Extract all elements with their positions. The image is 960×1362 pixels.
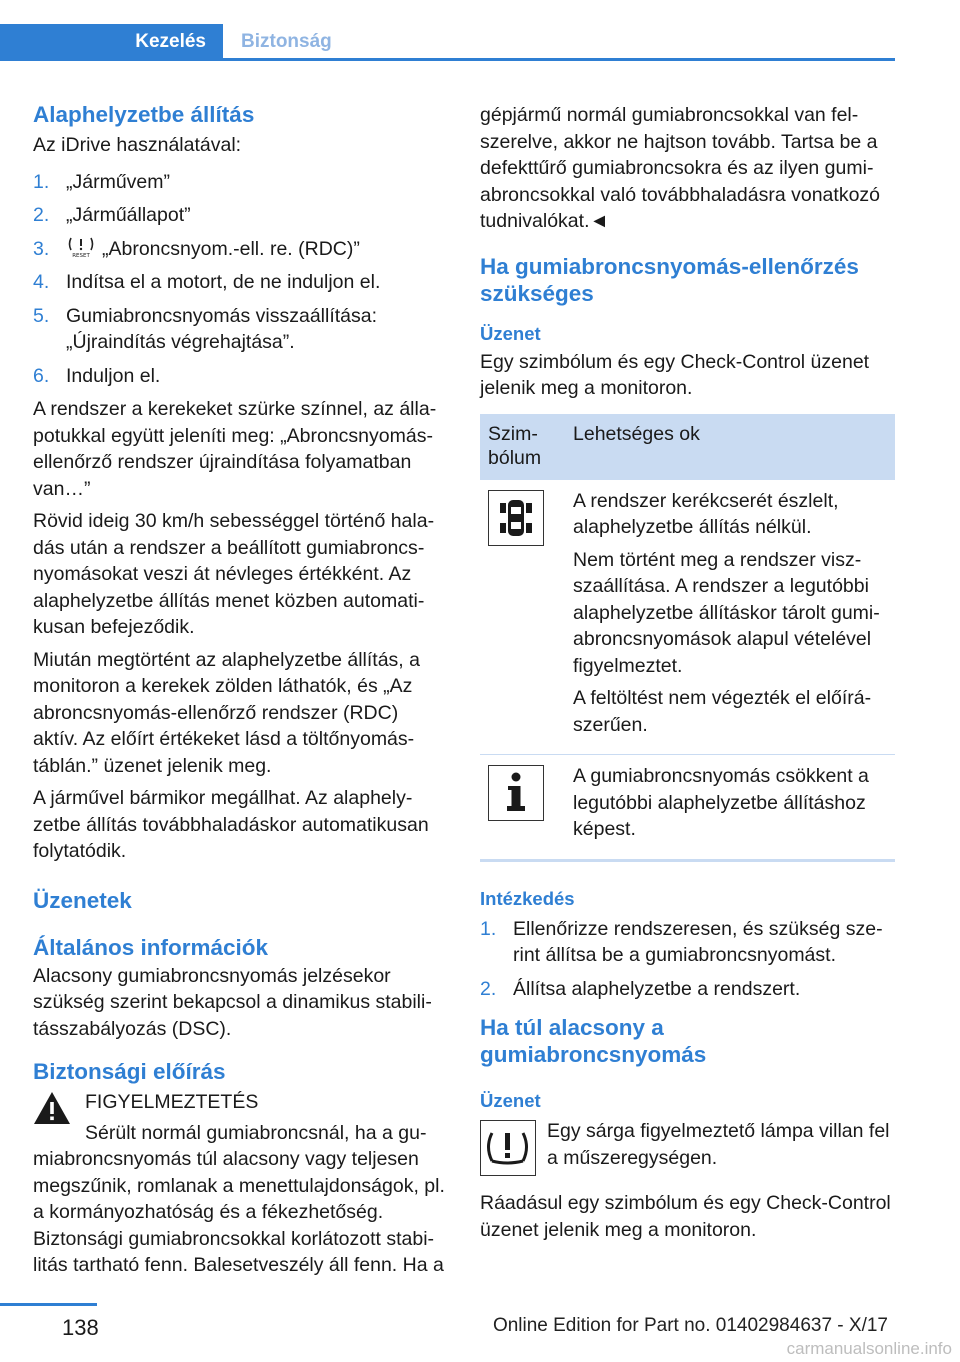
header-rule	[0, 58, 895, 61]
reset-heading: Alaphelyzetbe állítás	[33, 102, 255, 127]
step-text: Gumiabroncsnyomás visszaállítása: „Újraindítás végrehajtása”.	[66, 304, 378, 353]
step-number: 2.	[480, 977, 497, 1000]
footer-rule	[0, 1303, 97, 1306]
list-item	[33, 236, 447, 263]
paragraph: Miután megtörtént az alaphelyzetbe állítás, a monitoron a kerekek zölden láthatók, és „Az abroncsnyomás-ellenőrző rendszer (RDC) aktív. Az előírt értékeket lásd a töltőnyomástáblán.” üzenet jelenik meg.	[33, 648, 420, 777]
step-text: „Járműállapot”	[66, 204, 191, 226]
table-header	[480, 414, 895, 480]
action-heading: Intézkedés	[480, 887, 575, 909]
final-text: Ráadásul egy szimbólum és egy Check-Control üzenet jelenik meg a monitoron.	[480, 1192, 891, 1241]
table-header-cause: Lehetséges ok	[573, 422, 700, 445]
step-text: Ellenőrizze rendszeresen, és szükség szerint állítsa be a gumiabroncsnyomást.	[513, 917, 883, 966]
paragraph: Rövid ideig 30 km/h sebességgel történő haladás után a rendszer a beállított gumiabroncsnyomásokat veszi át névleges értékként. Az alaphelyzetbe állítás menet közben automatikusan befejeződik.	[33, 510, 435, 638]
list-item	[33, 169, 447, 196]
paragraph: A rendszer a kerekeket szürke színnel, az állapotukkal együtt jeleníti meg: „Abroncsnyomás-ellenőrző rendszer újraindítása folyamatban van…”	[33, 398, 437, 500]
safety-heading: Biztonsági előírás	[33, 1059, 226, 1084]
step-number: 5.	[33, 304, 50, 327]
check-heading: Ha gumiabroncsnyomás-ellenőrzés szükséges	[480, 253, 859, 306]
cause-text: Nem történt meg a rendszer viszszaállítása. A rendszer a legutóbbi alaphelyzetbe állításkor tárolt gumiabroncsnyomások alapul vételével figyelmeztet.	[573, 548, 880, 677]
warning-block	[33, 1089, 447, 1279]
page-number: 138	[62, 1315, 99, 1340]
warning-label: FIGYELMEZTETÉS	[85, 1091, 259, 1113]
warning-continuation: gépjármű normál gumiabroncsokkal van felszerelve, akkor ne hajtson tovább. Tartsa be a defekttűrő gumiabroncsokra és az ilyen gumiabroncsokkal való továbbhaladásra vonatkozó tudnivalókat.◄	[480, 104, 881, 232]
general-info-heading: Általános információk	[33, 934, 269, 960]
step-number: 1.	[33, 170, 50, 193]
step-text: „Járművem”	[66, 170, 171, 193]
symbol-table	[480, 414, 895, 862]
tire-pressure-warning-icon	[480, 1120, 536, 1176]
general-info-text: Alacsony gumiabroncsnyomás jelzésekor szükség szerint bekapcsol a dinamikus stabilitásszabályozás (DSC).	[33, 964, 432, 1040]
list-item	[33, 363, 447, 390]
tire-reset-icon	[66, 236, 96, 258]
info-icon	[488, 765, 544, 821]
paragraph: A járművel bármikor megállhat. Az alaphelyzetbe állítás továbbhaladáskor automatikusan folytatódik.	[33, 787, 429, 862]
list-item	[480, 916, 895, 969]
low-pressure-heading: Ha túl alacsony a gumiabroncsnyomás	[480, 1015, 707, 1067]
list-item	[33, 269, 447, 296]
svg-text:RESET: RESET	[72, 252, 90, 258]
message-text: Egy szimbólum és egy Check-Control üzenet jelenik meg a monitoron.	[480, 350, 870, 399]
table-header-symbol: Szimbólum	[488, 422, 542, 469]
action-steps	[480, 916, 895, 1003]
right-column	[480, 100, 895, 1249]
list-item	[480, 976, 895, 1003]
cause-text: A gumiabroncsnyomás csökkent a legutóbbi alaphelyzetbe állításhoz képest.	[573, 765, 869, 840]
step-text: Állítsa alaphelyzetbe a rendszert.	[513, 977, 801, 1000]
messages-heading: Üzenetek	[33, 887, 132, 913]
table-row	[480, 480, 895, 756]
message-heading: Üzenet	[480, 322, 541, 344]
car-tires-icon	[488, 490, 544, 546]
watermark: carmanualsonline.info	[786, 1339, 952, 1358]
step-text: „Abroncsnyom.-ell. re. (RDC)”	[102, 237, 360, 260]
step-number: 6.	[33, 364, 50, 387]
header-tabs	[0, 24, 895, 61]
left-column	[33, 100, 447, 1285]
table-row	[480, 755, 895, 862]
list-item	[33, 303, 447, 356]
tab-biztonsag[interactable]: Biztonság	[241, 31, 332, 52]
edition-text: Online Edition for Part no. 01402984637 - X/17	[492, 1315, 888, 1336]
cause-text: A rendszer kerékcserét észlelt, alaphelyzetbe állítás nélkül.	[573, 489, 839, 538]
yellow-warning-block	[480, 1118, 895, 1182]
warning-triangle-icon	[33, 1091, 71, 1125]
step-number: 4.	[33, 271, 50, 293]
message-heading-2: Üzenet	[480, 1090, 541, 1111]
warning-text: Sérült normál gumiabroncsnál, ha a gumiabroncsnyomás túl alacsony vagy teljesen megszűnik, romlanak a menettulajdonságok, pl. a kormányozhatóság és a fékezhetőség. Biztonsági gumiabroncsokkal korlátozott stabilitás tartható fenn. Balesetveszély áll fenn. Ha a	[33, 1121, 445, 1276]
step-text: Induljon el.	[66, 364, 161, 387]
tab-kezeles[interactable]: Kezelés	[0, 24, 223, 61]
reset-intro: Az iDrive használatával:	[33, 134, 242, 156]
reset-steps	[33, 169, 447, 390]
step-number: 3.	[33, 237, 50, 260]
cause-text: A feltöltést nem végezték el előírászerűen.	[573, 687, 872, 736]
yellow-warning-text: Egy sárga figyelmeztető lámpa villan fel a műszeregységen.	[547, 1120, 890, 1169]
step-number: 2.	[33, 204, 50, 226]
step-number: 1.	[480, 917, 497, 940]
step-text: Indítsa el a motort, de ne induljon el.	[66, 271, 381, 293]
list-item	[33, 202, 447, 229]
